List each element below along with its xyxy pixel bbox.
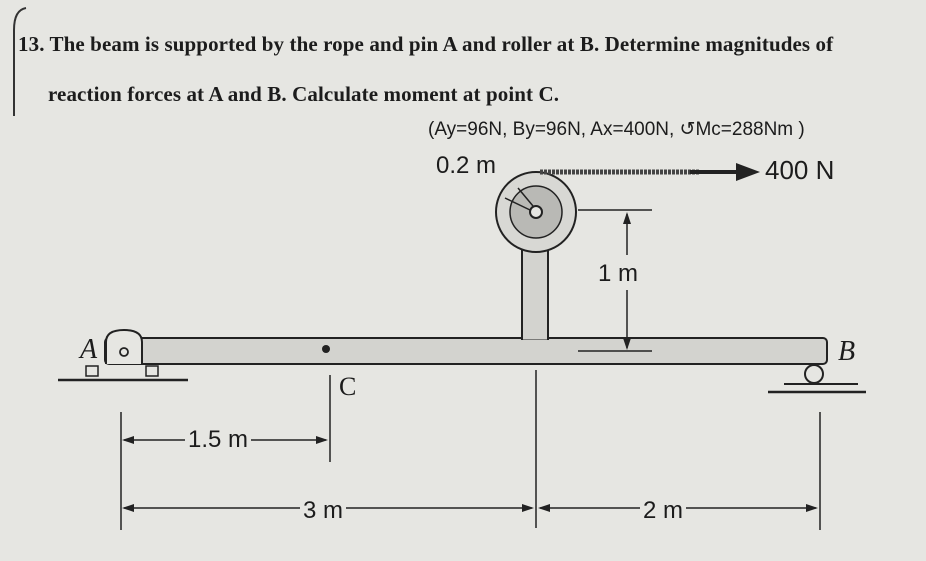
point-c-marker	[322, 345, 330, 353]
pulley-pin	[530, 206, 542, 218]
force-label: 400 N	[765, 155, 835, 185]
pulley-radius-label: 0.2 m	[436, 152, 497, 179]
answer-key: (Ay=96N, By=96N, Ax=400N, ↺Mc=288Nm )	[428, 119, 805, 140]
problem-statement-line-2: reaction forces at A and B. Calculate moment at point C.	[48, 82, 560, 106]
roller-b	[805, 365, 823, 383]
beam	[105, 338, 827, 364]
point-c-label: C	[339, 372, 357, 401]
support-a-label: A	[80, 334, 98, 365]
margin-bracket-mark	[14, 8, 26, 116]
post-height-label: 1 m	[598, 260, 639, 287]
dimension-post-b-label: 2 m	[640, 497, 686, 525]
problem-statement-line-1: 13. The beam is supported by the rope and pin A and roller at B. Determine magnitudes of	[18, 32, 834, 56]
dimension-a-post-label: 3 m	[300, 497, 346, 525]
force-arrow-head	[736, 163, 760, 181]
pin-support-a	[106, 330, 142, 364]
support-b-label: B	[838, 336, 856, 367]
dimension-ac-label: 1.5 m	[185, 426, 251, 454]
